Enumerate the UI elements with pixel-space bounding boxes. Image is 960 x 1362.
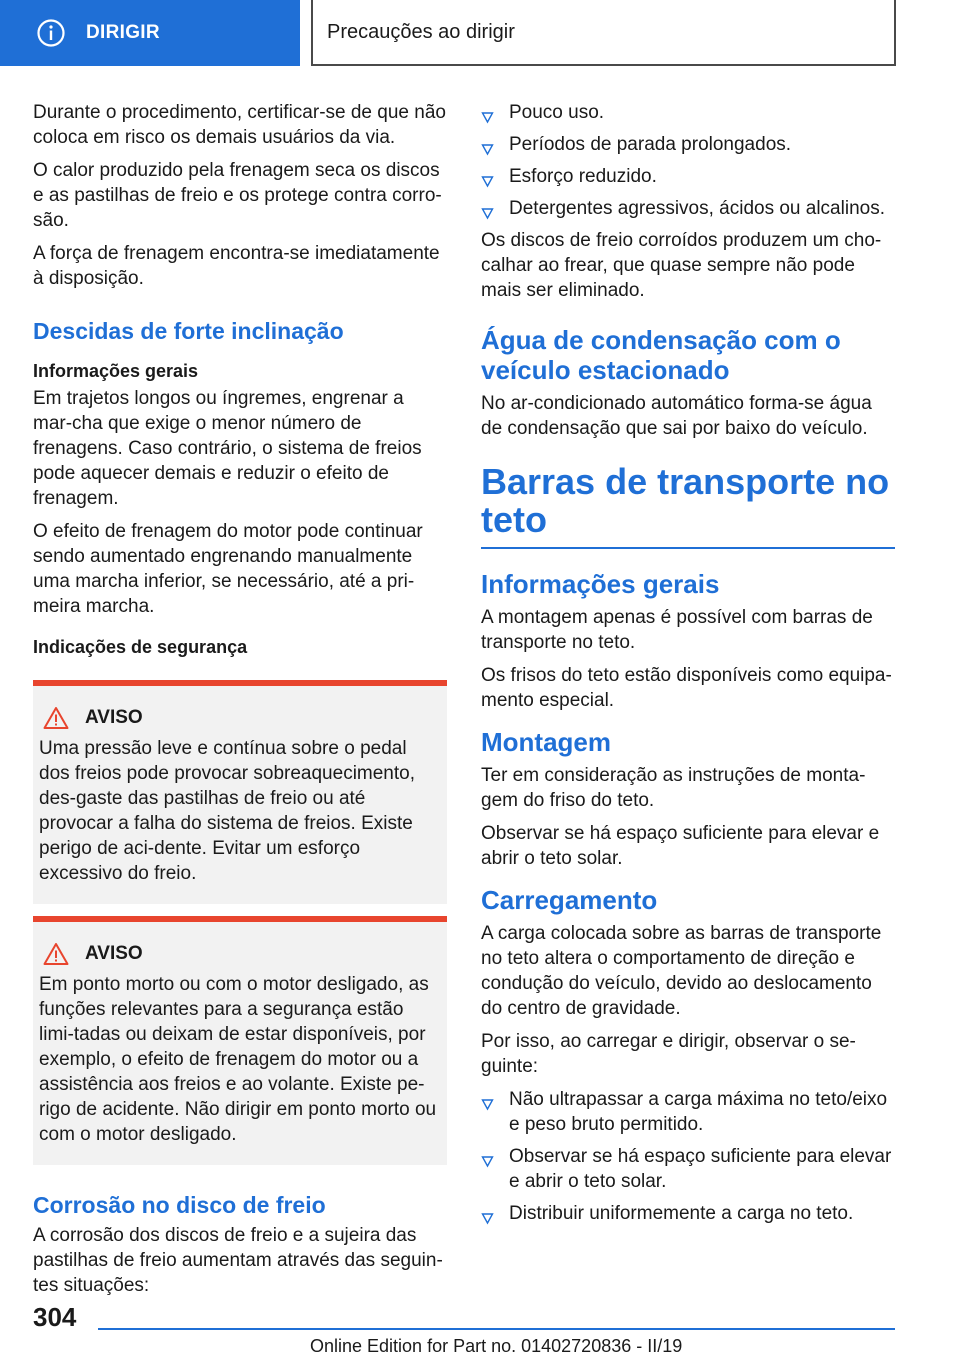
warning-triangle-icon [43,706,69,730]
paragraph: Ter em consideração as instruções de monta-gem do friso do teto. [481,765,866,811]
footer-divider [98,1328,895,1330]
paragraph: Durante o procedimento, certificar-se de que não coloca em risco os demais usuários da via. [33,102,446,148]
paragraph: A corrosão dos discos de freio e a sujeira das pastilhas de freio aumentam através das seguin-tes situações: [33,1225,443,1296]
warning-box [33,680,447,904]
list-item: Pouco uso. [481,100,895,125]
list-corrosion-causes [481,100,895,221]
warning-box [33,916,447,1165]
warning-triangle-icon [43,942,69,966]
right-column [481,100,895,1233]
paragraph: Em trajetos longos ou íngremes, engrenar a mar-cha que exige o menor número de frenagens. Caso contrário, o sistema de freios pode aquecer demais e reduzir o efeito de frenagem. [33,388,422,509]
heading-agua-condensacao: Água de condensação com o veículo estacionado [481,325,841,385]
header-section-label: DIRIGIR [86,22,160,43]
paragraph: Os frisos do teto estão disponíveis como equipa-mento especial. [481,665,892,711]
heading-carregamento: Carregamento [481,885,658,915]
triangle-bullet-icon [481,1150,494,1163]
paragraph: O calor produzido pela frenagem seca os discos e as pastilhas de freio e os protege contra corro-são. [33,160,442,231]
heading-indicacoes-seguranca: Indicações de segurança [33,637,248,657]
heading-informacoes-gerais: Informações gerais [481,569,720,599]
warning-text: Em ponto morto ou com o motor desligado, as funções relevantes para a segurança estão limi-tadas ou deixam de estar disponíveis, por exemplo, o efeito de frenagem do motor ou a assistência aos freios e ao volante. Existe pe-rigo de acidente. Não dirigir em ponto morto ou com o motor desligado. [39,974,437,1145]
list-item: Não ultrapassar a carga máxima no teto/eixo e peso bruto permitido. [481,1087,895,1137]
list-item: Observar se há espaço suficiente para elevar e abrir o teto solar. [481,1144,895,1194]
paragraph: A montagem apenas é possível com barras de transporte no teto. [481,607,873,653]
heading-corrosao: Corrosão no disco de freio [33,1192,326,1218]
page-title: Precauções ao dirigir [327,20,515,43]
triangle-bullet-icon [481,138,494,151]
header-title-box [311,0,896,66]
paragraph: Observar se há espaço suficiente para elevar e abrir o teto solar. [481,823,880,869]
triangle-bullet-icon [481,106,494,119]
paragraph: A força de frenagem encontra-se imediatamente à disposição. [33,243,440,289]
paragraph: No ar-condicionado automático forma-se água de condensação que sai por baixo do veículo. [481,393,872,439]
list-loading-rules [481,1087,895,1226]
left-column [33,100,447,1306]
footer-edition: Online Edition for Part no. 01402720836 - II/19 [310,1336,683,1356]
list-item: Detergentes agressivos, ácidos ou alcalinos. [481,196,895,221]
paragraph: Os discos de freio corroídos produzem um cho-calhar ao frear, que quase sempre não pode mais ser eliminado. [481,230,882,301]
heading-montagem: Montagem [481,727,611,757]
list-item: Esforço reduzido. [481,164,895,189]
list-item: Distribuir uniformemente a carga no teto. [481,1201,895,1226]
list-item: Períodos de parada prolongados. [481,132,895,157]
triangle-bullet-icon [481,202,494,215]
page-number: 304 [33,1302,77,1332]
heading-descidas: Descidas de forte inclinação [33,318,344,344]
header-section-tab [0,0,300,66]
chapter-title: Barras de transporte no teto [481,463,895,549]
warning-label: AVISO [85,943,143,964]
triangle-bullet-icon [481,1093,494,1106]
paragraph: Por isso, ao carregar e dirigir, observar o se-guinte: [481,1031,856,1077]
warning-label: AVISO [85,707,143,728]
triangle-bullet-icon [481,1207,494,1220]
heading-informacoes-gerais: Informações gerais [33,361,199,381]
paragraph: O efeito de frenagem do motor pode continuar sendo aumentado engrenando manualmente uma marcha inferior, se necessário, até a pri-meira marcha. [33,521,423,617]
warning-text: Uma pressão leve e contínua sobre o pedal dos freios pode provocar sobreaquecimento, des-gaste das pastilhas de freio ou até provocar a falha do sistema de freios. Existe perigo de aci-dente. Evitar um esforço excessivo do freio. [39,738,416,884]
info-icon [36,18,66,48]
paragraph: A carga colocada sobre as barras de transporte no teto altera o comportamento de direção e condução do veículo, devido ao deslocamento do centro de gravidade. [481,923,882,1019]
triangle-bullet-icon [481,170,494,183]
